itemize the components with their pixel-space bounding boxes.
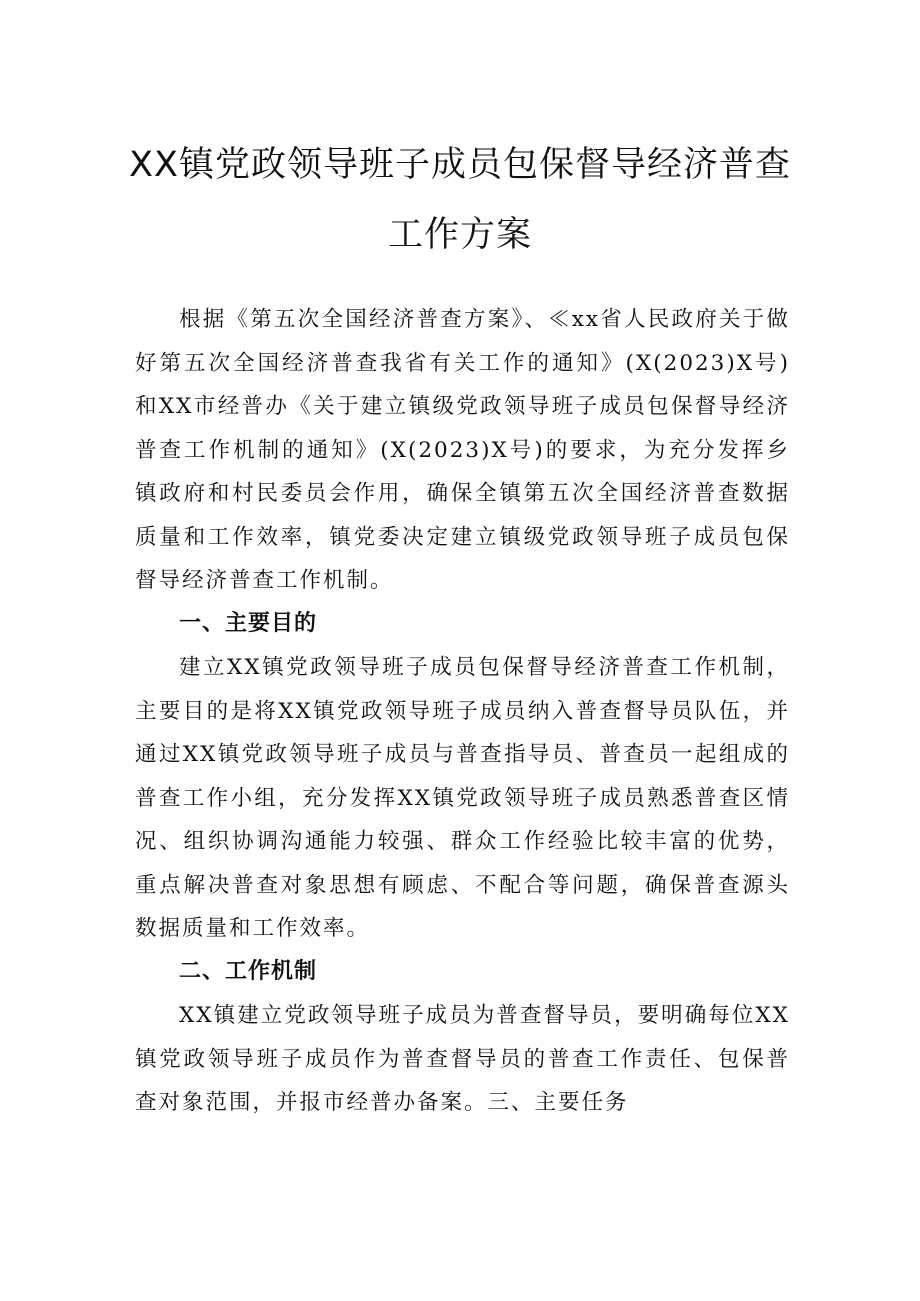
paragraph-work-mechanism: XX镇建立党政领导班子成员为普查督导员，要明确每位XX镇党政领导班子成员作为普查督导员的普查工作责任、包保普查对象范围，并报市经普办备案。三、主要任务 <box>135 1003 790 1115</box>
section-heading-main-purpose: 一、主要目的 <box>179 611 318 636</box>
paragraph-main-purpose: 建立XX镇党政领导班子成员包保督导经济普查工作机制，主要目的是将XX镇党政领导班子成员纳入普查督导员队伍，并通过XX镇党政领导班子成员与普查指导员、普查员一起组成的普查工作小组，充分发挥XX镇党政领导班子成员熟悉普查区情况、组织协调沟通能力较强、群众工作经验比较丰富的优势，重点解决普查对象思想有顾虑、不配合等问题，确保普查源头数据质量和工作效率。 <box>135 655 790 941</box>
document-title-line-1: XX镇党政领导班子成员包保督导经济普查 <box>129 145 791 185</box>
paragraph-intro: 根据《第五次全国经济普查方案》、≪xx省人民政府关于做好第五次全国经济普查我省有关工作的通知》(X(2023)X号)和XX市经普办《关于建立镇级党政领导班子成员包保督导经济普查工作机制的通知》(X(2023)X号)的要求，为充分发挥乡镇政府和村民委员会作用，确保全镇第五次全国经济普查数据质量和工作效率，镇党委决定建立镇级党政领导班子成员包保督导经济普查工作机制。 <box>135 307 790 593</box>
section-heading-work-mechanism: 二、工作机制 <box>179 959 318 984</box>
document-title-line-2: 工作方案 <box>387 215 532 255</box>
